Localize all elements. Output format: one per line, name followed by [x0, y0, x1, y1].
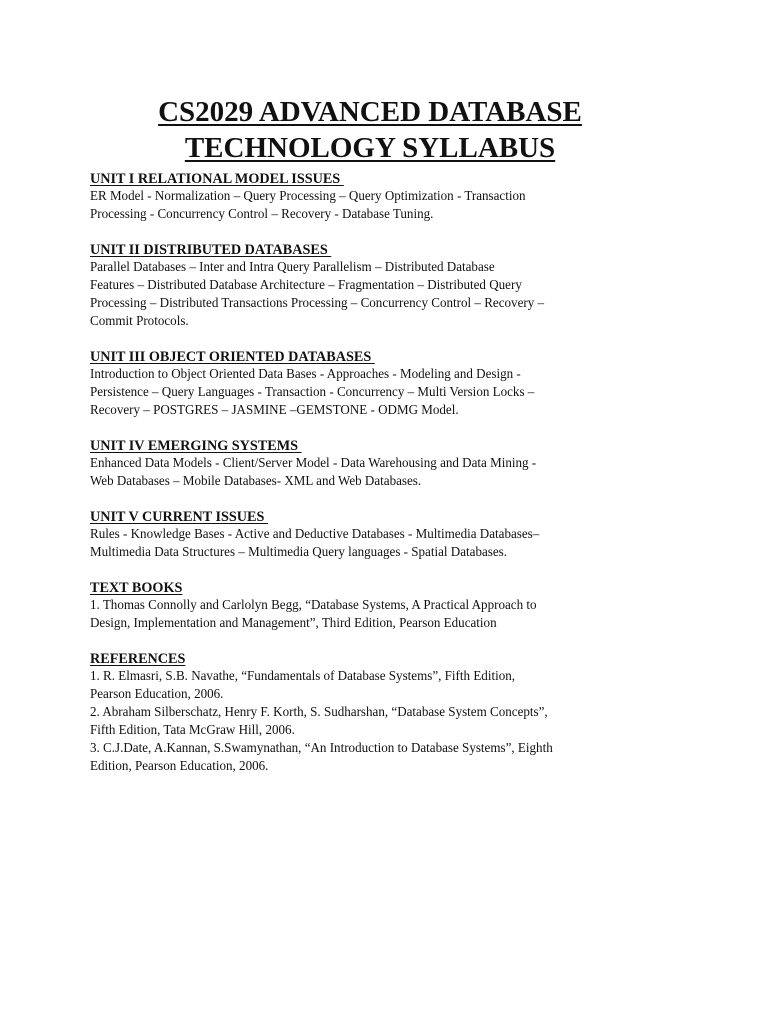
text-line: Design, Implementation and Management”, Third Edition, Pearson Education [90, 616, 497, 631]
title-line-1: CS2029 ADVANCED DATABASE [158, 96, 582, 128]
text-line: Parallel Databases – Inter and Intra Query Parallelism – Distributed Database [90, 260, 495, 275]
section-body [90, 259, 645, 331]
text-line: Recovery – POSTGRES – JASMINE –GEMSTONE - ODMG Model. [90, 403, 459, 418]
section-heading: REFERENCES [90, 651, 186, 667]
text-line: 2. Abraham Silberschatz, Henry F. Korth, S. Sudharshan, “Database System Concepts”, [90, 705, 548, 720]
section-unit-4 [90, 437, 650, 491]
text-line: Web Databases – Mobile Databases- XML and Web Databases. [90, 474, 422, 489]
section-unit-1 [90, 170, 650, 224]
text-line: Rules - Knowledge Bases - Active and Deductive Databases - Multimedia Databases– [90, 527, 540, 542]
section-heading: UNIT V CURRENT ISSUES [90, 509, 268, 525]
section-body [90, 597, 645, 633]
section-heading: UNIT II DISTRIBUTED DATABASES [90, 242, 332, 258]
text-line: Pearson Education, 2006. [90, 687, 224, 702]
text-line: 1. Thomas Connolly and Carlolyn Begg, “Database Systems, A Practical Approach to [90, 598, 537, 613]
text-line: Processing - Concurrency Control – Recovery - Database Tuning. [90, 207, 434, 222]
text-line: Processing – Distributed Transactions Processing – Concurrency Control – Recovery – [90, 296, 545, 311]
section-body [90, 188, 645, 224]
section-heading: UNIT III OBJECT ORIENTED DATABASES [90, 349, 375, 365]
section-unit-5 [90, 508, 650, 562]
text-line: ER Model - Normalization – Query Processing – Query Optimization - Transaction [90, 189, 526, 204]
text-line: Enhanced Data Models - Client/Server Model - Data Warehousing and Data Mining - [90, 456, 537, 471]
title-line-2: TECHNOLOGY SYLLABUS [184, 132, 556, 164]
text-line: Multimedia Data Structures – Multimedia Query languages - Spatial Databases. [90, 545, 508, 560]
section-body [90, 366, 645, 420]
page-title [90, 94, 650, 166]
section-references [90, 650, 650, 776]
text-line: 3. C.J.Date, A.Kannan, S.Swamynathan, “An Introduction to Database Systems”, Eighth [90, 741, 553, 756]
text-line: Features – Distributed Database Architecture – Fragmentation – Distributed Query [90, 278, 522, 293]
section-heading: TEXT BOOKS [90, 580, 183, 596]
section-unit-2 [90, 241, 650, 331]
text-line: 1. R. Elmasri, S.B. Navathe, “Fundamentals of Database Systems”, Fifth Edition, [90, 669, 516, 684]
text-line: Fifth Edition, Tata McGraw Hill, 2006. [90, 723, 295, 738]
section-body [90, 455, 645, 491]
section-unit-3 [90, 348, 650, 420]
section-body [90, 526, 645, 562]
section-heading: UNIT IV EMERGING SYSTEMS [90, 438, 302, 454]
text-line: Introduction to Object Oriented Data Bases - Approaches - Modeling and Design - [90, 367, 521, 382]
section-text-books [90, 579, 650, 633]
text-line: Edition, Pearson Education, 2006. [90, 759, 269, 774]
text-line: Commit Protocols. [90, 314, 189, 329]
section-body [90, 668, 645, 776]
text-line: Persistence – Query Languages - Transaction - Concurrency – Multi Version Locks – [90, 385, 535, 400]
syllabus-page [90, 94, 650, 793]
section-heading: UNIT I RELATIONAL MODEL ISSUES [90, 171, 344, 187]
